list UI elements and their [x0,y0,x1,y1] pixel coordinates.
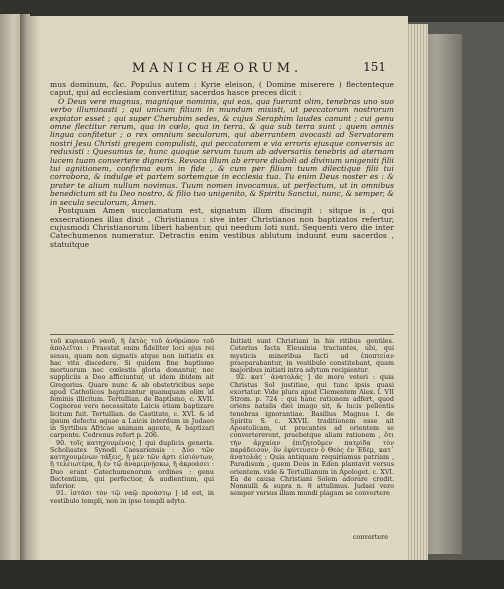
running-title: MANICHÆORUM. [131,61,303,76]
footnote-rule [50,334,394,335]
footnote-paragraph: Initiati sunt Christiani in his ritibus gentiles. Ceterius facta Eleusinia tractantes, ubi, qui mysticis minoribus facti ad ἐποπτείαν praeparabantur, in vestibulo constitebant, quam majoribus initiati intra adytum recipientur. [230,337,394,374]
footnote-paragraph: 91. ἱστάσι τὸν τῷ ναῷ προάστῳ ] id est, in vestibulo templi, non in ipso templi adyto. [50,489,214,505]
main-text [50,81,394,249]
closing-paragraph: Postquam Amen succlamatum est, signatum illum discingit : sitque is , qui exsecrationes illas dixit , Christianus : sive inter Christianos non baptizatos refertur, cujusmodi Christianorum liberi habentur, qui needum loti sunt. Sequenti vero die inter Catechumenos numeratur. Detractis enim vestibus ablutum induunt eum sacerdos , statuitque [50,206,394,249]
background-bottom [0,560,504,589]
footnotes-right-column [230,338,394,498]
footnote-catchword: convertere [352,533,388,541]
footnotes-left-column [50,338,214,505]
book-page [26,16,408,562]
intro-text: mus dominum, &c. Populus autem : Kyrie eleison, ( Domine miserere ) flectenteque caput, qui ad ecclesiam convertitur, sacerdos hasce preces dicit : [50,80,394,98]
page-number: 151 [363,60,386,74]
footnote-paragraph: 92. κατ᾽ ἀνατολάς ] de more veteri : quia Christus Sol justitiae, qui tunc ipsis quasi exortatur. Vide plura apud Clementem Alex. l. VII Strom. p. 724 : qui hanc rationem adfert, quod oriens natalis diei imago sit, & lucis pellentis tenebras ignorantiae. Basilius Magnus l. de Spiritu S. c. XXVII. traditionem esse ait Apostolicam, ut precantes ad orientem se convertererent, praebetque aliam rationem , ὅτι τὴν ἀρχαίαν ἐπιζητοῦμεν πατρίδα τὸν παράδεισον, ὃν ἐφύτευσεν ὁ Θεὸς ἐν Ἐδὲμ, κατ᾽ ἀνατολάς : Quia antiquam requiriamus patriam , Paradisum , quem Deus in Eden plantavit versus orientem. vide & Tertullianum in Apologet. c. XVI. Ea de causa Christiani Solem adorare credit. Nonnulli & supra n. 8 attulimus. Judaei vero semper versus illam mundi plagam se convertere [230,373,394,498]
footnote-paragraph: τοῦ κυριακοῦ ναοῦ, ἢ ἐκτὸς τοῦ ἀνθρώπου τοῦ ἀπολεῖται : Praestat enim fideliter loci ejus rei sensu, quam non signatis atque non initiatis ex hac vita discedere. Si quidem fine baptismo mortuorum nec cœlestis gloria donantur, nec suppliciis a Deo afficiuntur, ut idem ibidem ait Gregorius. Quare nunc & ab obstetricibus sepe apud Catholicos baptizantur quamquam olim id feminis illicitum. Tertullian. de Baptismo, c. XVII. Cognoree vero necessitate Laicis etiam baptizare licitum fuit. Tertullian. de Castitate, c. XVI. & id ipsum defectu aquae a Laicis interdum in Judaeo in Syrtibus Africae animam agente, & baptizari carpente. Cedrenus refert p. 206. [50,337,214,440]
prayer-text: O Deus vere magnus, magnique nominis, qui eas, qua fuerant olim, tenebras uno suo verbo illuminasti ; qui unicum filium in mundum misisti, ut peccatorum nostrorum expiator esset ; qui super Cherubim sedes, & cujus Seraphim laudes canunt ; cui genu omne flectitur rerum, qua in cœlo, qua in terra, & qua sub terra sunt ; quem omnis lingua confitetur ; o rex omnium seculorum, qui aberrantem avocasti ad Servatorem nostri Jesu Christi gregem compulisti, qui peccatorem e via erroris ejusque conversis ac reduxisti : Quesumus te, hunc quoque servum tuum ab adversariis tenebris ad aternam lucem tuam convertere digneris. Revoca illum ab errore diaboli ad divinum unigeniti filii tui agnitionem, confirma eum in fide , & cum per filium tuum dilectique filii tui corrobora, & indulge et partem sortemque in ecclesia tua. Tu enim Deus noster es : & prater te alium nullum novimus. Tuum nomen invocamus, ut perfectum, ut in omnibus benedictum sit tu Deo nostro, & filio tuo unigenito, & Spiritu Sanctui, nunc, & semper, & in secula seculorum, Amen. [50,96,394,207]
gutter-shadow [26,16,40,562]
footnote-paragraph: 90. τοῖς κατηχουμένοις ] qui duplicis generis. Scholiastes Synodi Caesariensis : Δύο τῶν κατηχουμένων τάξεις, ἢ μὲν τῶν ἀρτι εἰσιόντων, ἢ τελειωτέρα, ἢ ἐν τῷ ἀναμιμνῄσκω, ἢ ἀκροάσει : Duo erant Catechumenorum ordines : genu flectentium, qui perfectior, & audientium, qui inferior. [50,438,214,490]
